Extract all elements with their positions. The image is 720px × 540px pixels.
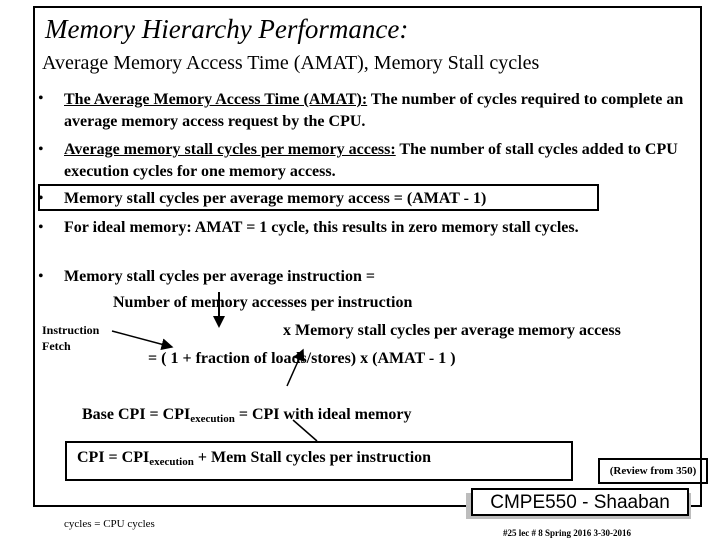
slide-subtitle: Average Memory Access Time (AMAT), Memory Stall cycles xyxy=(42,52,540,74)
amat-definition: The number of cycles required to complete an average memory access request by the CPU. xyxy=(64,91,684,130)
bullet-dot: • xyxy=(38,219,44,236)
arrow-fraction xyxy=(287,350,303,386)
bullet-dot: • xyxy=(38,268,44,285)
footer-note: cycles = CPU cycles xyxy=(64,518,155,530)
cpi-suffix: + Mem Stall cycles per instruction xyxy=(193,449,432,466)
amat-term: The Average Memory Access Time (AMAT): xyxy=(64,91,368,108)
arrowhead-down-left xyxy=(213,316,225,328)
base-cpi-suffix: = CPI with ideal memory xyxy=(234,406,412,423)
cpi-sub: execution xyxy=(149,456,194,468)
arrow-fetch xyxy=(112,331,172,347)
bullet-dot: • xyxy=(38,190,44,207)
cpi-prefix: CPI = CPI xyxy=(77,449,150,466)
bullet-stall-per-instruction: Memory stall cycles per average instruction = xyxy=(64,268,375,285)
bullet-ideal-memory: For ideal memory: AMAT = 1 cycle, this results in zero memory stall cycles. xyxy=(64,219,579,236)
base-cpi-line xyxy=(82,406,412,425)
footer-slide-info: #25 lec # 8 Spring 2016 3-30-2016 xyxy=(503,528,631,538)
bullet-stall-formula: Memory stall cycles per average memory access = (AMAT - 1) xyxy=(64,190,487,207)
instruction-fetch-label: Instruction Fetch xyxy=(42,323,100,353)
base-cpi-sub: execution xyxy=(190,413,235,425)
stall-term: Average memory stall cycles per memory access: xyxy=(64,141,396,158)
review-note: (Review from 350) xyxy=(598,458,708,484)
course-label: CMPE550 - Shaaban xyxy=(471,488,689,516)
formula-line-3: = ( 1 + fraction of loads/stores) x (AMAT - 1 ) xyxy=(148,350,456,367)
stall-definition: The number of stall cycles added to CPU execution cycles for one memory access. xyxy=(64,141,678,180)
slide-title: Memory Hierarchy Performance: xyxy=(45,14,409,44)
cpi-formula xyxy=(77,449,431,468)
formula-line-1: Number of memory accesses per instruction xyxy=(113,294,413,311)
base-cpi-prefix: Base CPI = CPI xyxy=(82,406,191,423)
formula-line-2: x Memory stall cycles per average memory access xyxy=(283,322,621,339)
bullet-dot: • xyxy=(38,90,44,107)
bullet-dot: • xyxy=(38,141,44,158)
